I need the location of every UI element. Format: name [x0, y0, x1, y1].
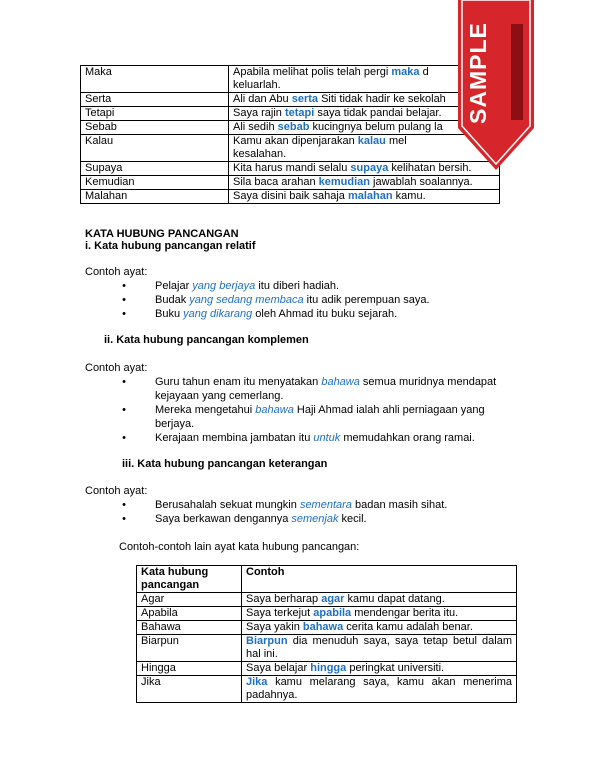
table2-header-row: [137, 566, 517, 593]
highlighted-conjunction: malahan: [347, 190, 393, 202]
ribbon-strip: [511, 24, 523, 120]
term-cell: Sebab: [81, 121, 229, 135]
term-cell: Kemudian: [81, 176, 229, 190]
term-cell: Agar: [137, 593, 242, 607]
term-cell: Hingga: [137, 662, 242, 676]
example-cell: Kita harus mandi selalu supaya kelihatan bersih.: [229, 162, 500, 176]
example-cell: Apabila melihat polis telah pergi maka d keluarlah.: [229, 66, 500, 93]
contoh-label-1: Contoh ayat:: [85, 266, 148, 278]
list-item: • Mereka mengetahui bahawa Haji Ahmad ialah ahli perniagaan yang berjaya.: [119, 403, 500, 431]
list-item: • Kerajaan membina jambatan itu untuk memudahkan orang ramai.: [119, 431, 500, 445]
section-heading: KATA HUBUNG PANCANGAN: [85, 228, 239, 240]
italic-conjunction: yang sedang membaca: [189, 294, 304, 306]
table1-row: [81, 66, 500, 93]
table2-row: [137, 676, 517, 703]
highlighted-conjunction: Biarpun: [246, 635, 288, 647]
highlighted-conjunction: agar: [321, 593, 345, 605]
bullet-icon: •: [122, 499, 126, 511]
italic-conjunction: bahawa: [321, 376, 360, 388]
bullet-icon: •: [122, 513, 126, 525]
highlighted-conjunction: kalau: [357, 135, 386, 147]
bullet-icon: •: [122, 280, 126, 292]
example-cell: Kamu akan dipenjarakan kalau mel kesalahan.: [229, 135, 500, 162]
highlighted-conjunction: maka: [391, 66, 420, 78]
highlighted-conjunction: bahawa: [302, 621, 344, 633]
highlighted-conjunction: apabila: [313, 607, 352, 619]
table1-row: [81, 107, 500, 121]
highlighted-conjunction: kemudian: [318, 176, 370, 188]
example-cell: Ali sedih sebab kucingnya belum pulang la: [229, 121, 500, 135]
example-cell: Saya terkejut apabila mendengar berita itu.: [242, 607, 517, 621]
term-cell: Biarpun: [137, 635, 242, 662]
conjunction-table-1: [80, 65, 500, 204]
italic-conjunction: bahawa: [255, 404, 294, 416]
highlighted-conjunction: serta: [291, 93, 319, 105]
example-cell: Saya berharap agar kamu dapat datang.: [242, 593, 517, 607]
table2-row: [137, 635, 517, 662]
subheading-relatif: i. Kata hubung pancangan relatif: [85, 240, 256, 252]
sample-ribbon: [458, 0, 534, 170]
sample-watermark-label: SAMPLE: [465, 22, 491, 124]
term-cell: Jika: [137, 676, 242, 703]
conjunction-table-2: [136, 565, 517, 703]
term-cell: Tetapi: [81, 107, 229, 121]
term-cell: Maka: [81, 66, 229, 93]
bullet-icon: •: [122, 432, 126, 444]
italic-conjunction: untuk: [313, 432, 341, 444]
table2-header-term: Kata hubung pancangan: [137, 566, 242, 593]
list-item: • Guru tahun enam itu menyatakan bahawa semua muridnya mendapat kejayaan yang cemerlang.: [119, 375, 500, 403]
bullet-icon: •: [122, 308, 126, 320]
subheading-keterangan: iii. Kata hubung pancangan keterangan: [122, 458, 328, 470]
table2-row: [137, 662, 517, 676]
italic-conjunction: semenjak: [291, 513, 339, 525]
contoh-label-2: Contoh ayat:: [85, 362, 148, 374]
list-item: • Berusahalah sekuat mungkin sementara badan masih sihat.: [119, 498, 500, 512]
list-item: • Pelajar yang berjaya itu diberi hadiah.: [119, 279, 500, 293]
term-cell: Supaya: [81, 162, 229, 176]
example-cell: Saya belajar hingga peringkat universiti.: [242, 662, 517, 676]
italic-conjunction: sementara: [299, 499, 352, 511]
italic-conjunction: yang berjaya: [192, 280, 256, 292]
table1-row: [81, 190, 500, 204]
table1-row: [81, 121, 500, 135]
highlighted-conjunction: Jika: [246, 676, 268, 688]
bullet-icon: •: [122, 294, 126, 306]
example-cell: Sila baca arahan kemudian jawablah soalannya.: [229, 176, 500, 190]
term-cell: Apabila: [137, 607, 242, 621]
table1-row: [81, 93, 500, 107]
bullet-icon: •: [122, 404, 126, 416]
term-cell: Bahawa: [137, 621, 242, 635]
table2-header-example: Contoh: [242, 566, 517, 593]
example-cell: Saya rajin tetapi saya tidak pandai belajar.: [229, 107, 500, 121]
table1-row: [81, 162, 500, 176]
example-list-2: [119, 375, 500, 445]
table2-row: [137, 593, 517, 607]
example-cell: Ali dan Abu serta Siti tidak hadir ke sekolah: [229, 93, 500, 107]
list-item: • Buku yang dikarang oleh Ahmad itu buku sejarah.: [119, 307, 500, 321]
example-list-3: [119, 498, 500, 526]
table2-row: [137, 621, 517, 635]
other-examples-caption: Contoh-contoh lain ayat kata hubung pancangan:: [119, 541, 360, 553]
list-item: • Budak yang sedang membaca itu adik perempuan saya.: [119, 293, 500, 307]
term-cell: Kalau: [81, 135, 229, 162]
highlighted-conjunction: sebab: [277, 121, 310, 133]
table2-row: [137, 607, 517, 621]
example-list-1: [119, 279, 500, 321]
subheading-komplemen: ii. Kata hubung pancangan komplemen: [104, 334, 309, 346]
highlighted-conjunction: tetapi: [284, 107, 315, 119]
highlighted-conjunction: hingga: [310, 662, 347, 674]
contoh-label-3: Contoh ayat:: [85, 485, 148, 497]
example-cell: Biarpun dia menuduh saya, saya tetap betul dalam hal ini.: [242, 635, 517, 662]
table1-row: [81, 176, 500, 190]
italic-conjunction: yang dikarang: [183, 308, 253, 320]
term-cell: Malahan: [81, 190, 229, 204]
example-cell: Saya yakin bahawa cerita kamu adalah benar.: [242, 621, 517, 635]
example-cell: Saya disini baik sahaja malahan kamu.: [229, 190, 500, 204]
list-item: • Saya berkawan dengannya semenjak kecil.: [119, 512, 500, 526]
bullet-icon: •: [122, 376, 126, 388]
highlighted-conjunction: supaya: [350, 162, 389, 174]
table1-row: [81, 135, 500, 162]
term-cell: Serta: [81, 93, 229, 107]
example-cell: Jika kamu melarang saya, kamu akan menerima padahnya.: [242, 676, 517, 703]
